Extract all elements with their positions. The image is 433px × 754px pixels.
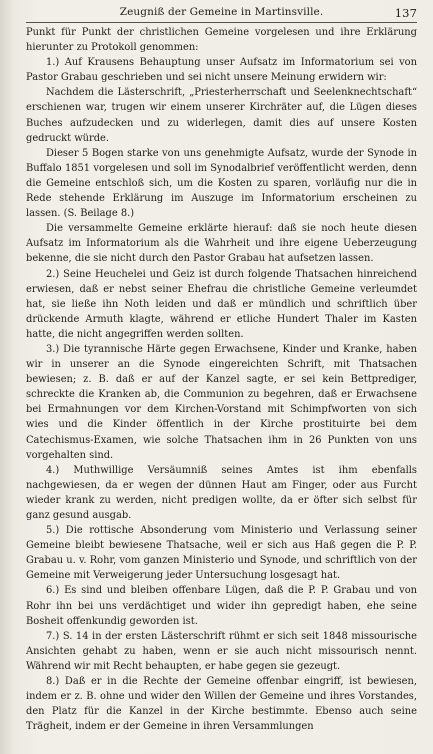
running-title: Zeugniß der Gemeine in Martinsville.: [119, 6, 324, 18]
paragraph: 3.) Die tyrannische Härte gegen Erwachsene, Kinder und Kranke, haben wir in unserer an die Synode eingereichten Schrift, mit Thatsachen bewiesen; z. B. daß er auf der Kanzel sagte, er sei kein Bettprediger, schreckte die Kranken ab, die Communion zu begehren, daß er Erwachsene bei Ermahnungen vor dem Kirchen-Vorstand mit Schimpfworten von sich wies und die Kinder öffentlich in der Kirche prostituirte bei dem Catechismus-Examen, wie solche Thatsachen ihm in 26 Punkten von uns vorgehalten sind.: [26, 343, 417, 461]
paragraph: 8.) Daß er in die Rechte der Gemeine offenbar eingriff, ist bewiesen, indem er z. B. ohne und wider den Willen der Gemeine und ihres Vorstandes, den Platz für die Kanzel in der Kirche bestimmte. Ebenso auch seine Trägheit, indem er der Gemeine in ihren Versammlungen: [26, 676, 417, 733]
document-body: [26, 25, 417, 734]
page-header: [26, 6, 417, 22]
paragraph: Die versammelte Gemeine erklärte hierauf: daß sie noch heute diesen Aufsatz im Informatorium als die Wahrheit und ihre eigene Ueberzeugung bekenne, die sie nicht durch den Pastor Grabau hat aufsetzen lassen.: [26, 223, 417, 265]
paragraph: 5.) Die rottische Absonderung vom Ministerio und Verlassung seiner Gemeine bleibt bewiesene Thatsache, weil er sich aus Haß gegen die P. P. Grabau u. v. Rohr, vom ganzen Ministerio und Synode, und schriftlich von der Gemeine mit Verweigerung jeder Untersuchung losgesagt hat.: [26, 525, 417, 582]
paragraph: Dieser 5 Bogen starke von uns genehmigte Aufsatz, wurde der Synode in Buffalo 1851 vorgelesen und soll im Synodalbrief veröffentlicht werden, denn die Gemeine entschloß sich, um die Kosten zu sparen, vorläufig nur die in Rede stehende Erklärung im Auszuge im Informatorium erscheinen zu lassen. (S. Beilage 8.): [26, 147, 417, 220]
paragraph: 2.) Seine Heuchelei und Geiz ist durch folgende Thatsachen hinreichend erwiesen, daß er nebst seiner Ehefrau die christliche Gemeine verleumdet hat, sie ließe ihn Noth leiden und daß er mündlich und schriftlich über drückende Armuth klagte, während er etliche Hundert Thaler im Kasten hatte, die nicht angegriffen werden sollten.: [26, 268, 417, 340]
header-rule: [26, 22, 417, 23]
paragraph: 6.) Es sind und bleiben offenbare Lügen, daß die P. P. Grabau und von Rohr ihn bei uns verdächtiget und wider ihn gepredigt haben, ehe seine Bosheit offenkundig geworden ist.: [26, 585, 417, 627]
paragraph: 7.) S. 14 in der ersten Lästerschrift rühmt er sich seit 1848 missourische Ansichten gehabt zu haben, wenn er sie auch nicht missourisch nennt. Während wir mit Recht behaupten, er habe gegen sie gezeugt.: [26, 630, 417, 672]
paragraph: 4.) Muthwillige Versäumniß seines Amtes ist ihm ebenfalls nachgewiesen, da er wegen der dünnen Haut am Finger, oder aus Furcht wieder krank zu werden, nicht predigen wollte, da er öfter sich selbst für ganz gesund ausgab.: [26, 464, 417, 521]
paragraph: 1.) Auf Krausens Behauptung unser Aufsatz im Informatorium sei von Pastor Grabau geschrieben und sei nicht unsere Meinung erwidern wir:: [26, 57, 417, 84]
page-number: 137: [394, 6, 417, 20]
paragraph: Nachdem die Lästerschrift, „Priesterherrschaft und Seelenknechtschaft“ erschienen war, trugen wir einem unserer Kirchräter auf, die Lügen dieses Buches aufzudecken und zu widerlegen, damit dies auf unsere Kosten gedruckt würde.: [26, 87, 417, 144]
paragraph: Punkt für Punkt der christlichen Gemeine vorgelesen und ihre Erklärung hierunter zu Protokoll genommen:: [26, 27, 417, 54]
